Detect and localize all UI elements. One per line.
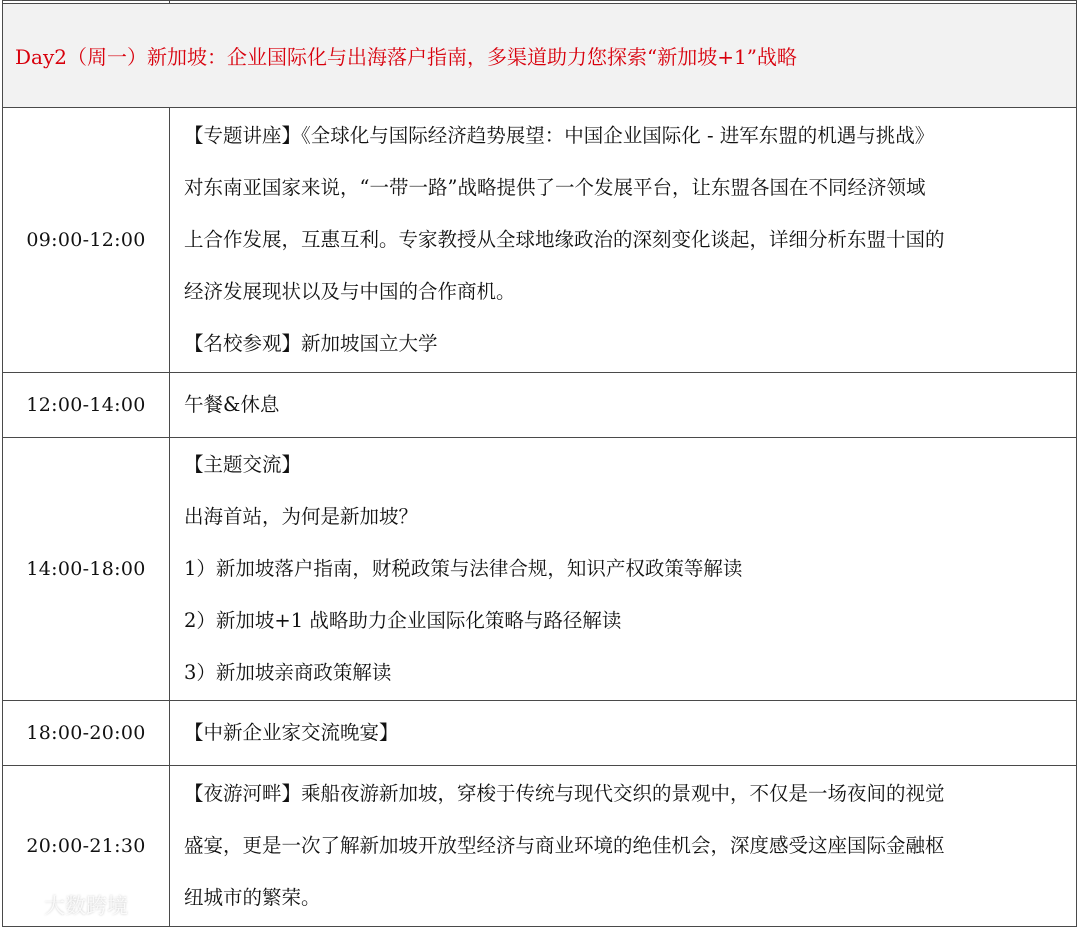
watermark-text: 大数跨境 xyxy=(44,894,128,918)
content-line: 2）新加坡+1 战略助力企业国际化策略与路径解读 xyxy=(184,609,622,632)
time-cell: 09:00-12:00 xyxy=(3,108,170,373)
content-line: 经济发展现状以及与中国的合作商机。 xyxy=(184,280,516,303)
day-header-cell xyxy=(3,4,1077,108)
content-line: 对东南亚国家来说，“一带一路”战略提供了一个发展平台，让东盟各国在不同经济领域 xyxy=(184,176,926,199)
content-line: 午餐&休息 xyxy=(184,393,280,416)
schedule-row-4 xyxy=(3,701,1077,766)
time-cell: 12:00-14:00 xyxy=(3,373,170,438)
schedule-row-1 xyxy=(3,108,1077,373)
content-line: 【名校参观】新加坡国立大学 xyxy=(184,332,438,355)
content-cell xyxy=(170,373,1077,438)
content-line: 【主题交流】 xyxy=(184,453,302,476)
content-cell xyxy=(170,766,1077,927)
content-line: 3）新加坡亲商政策解读 xyxy=(184,661,392,684)
schedule-row-3 xyxy=(3,438,1077,701)
day-header-row xyxy=(3,4,1077,108)
content-line: 【夜游河畔】乘船夜游新加坡，穿梭于传统与现代交织的景观中，不仅是一场夜间的视觉 xyxy=(184,782,945,805)
content-line: 纽城市的繁荣。 xyxy=(184,886,321,909)
schedule-row-5 xyxy=(3,766,1077,927)
brand-logo-icon xyxy=(8,893,38,917)
content-cell xyxy=(170,438,1077,701)
content-line: 盛宴，更是一次了解新加坡开放型经济与商业环境的绝佳机会，深度感受这座国际金融枢 xyxy=(184,834,945,857)
content-line: 【专题讲座】《全球化与国际经济趋势展望：中国企业国际化 - 进军东盟的机遇与挑战》 xyxy=(184,124,935,147)
time-cell: 14:00-18:00 xyxy=(3,438,170,701)
day-title: Day2（周一）新加坡：企业国际化与出海落户指南，多渠道助力您探索“新加坡+1”战略 xyxy=(15,45,797,69)
content-cell xyxy=(170,701,1077,766)
schedule-row-2 xyxy=(3,373,1077,438)
content-cell xyxy=(170,108,1077,373)
time-cell: 18:00-20:00 xyxy=(3,701,170,766)
watermark xyxy=(8,890,128,920)
content-line: 出海首站，为何是新加坡？ xyxy=(184,505,419,528)
content-line: 【中新企业家交流晚宴】 xyxy=(184,721,399,744)
schedule-table xyxy=(2,0,1077,927)
time-cell: 20:00-21:30 xyxy=(3,766,170,927)
content-line: 上合作发展，互惠互利。专家教授从全球地缘政治的深刻变化谈起，详细分析东盟十国的 xyxy=(184,228,945,251)
content-line: 1）新加坡落户指南，财税政策与法律合规，知识产权政策等解读 xyxy=(184,557,743,580)
